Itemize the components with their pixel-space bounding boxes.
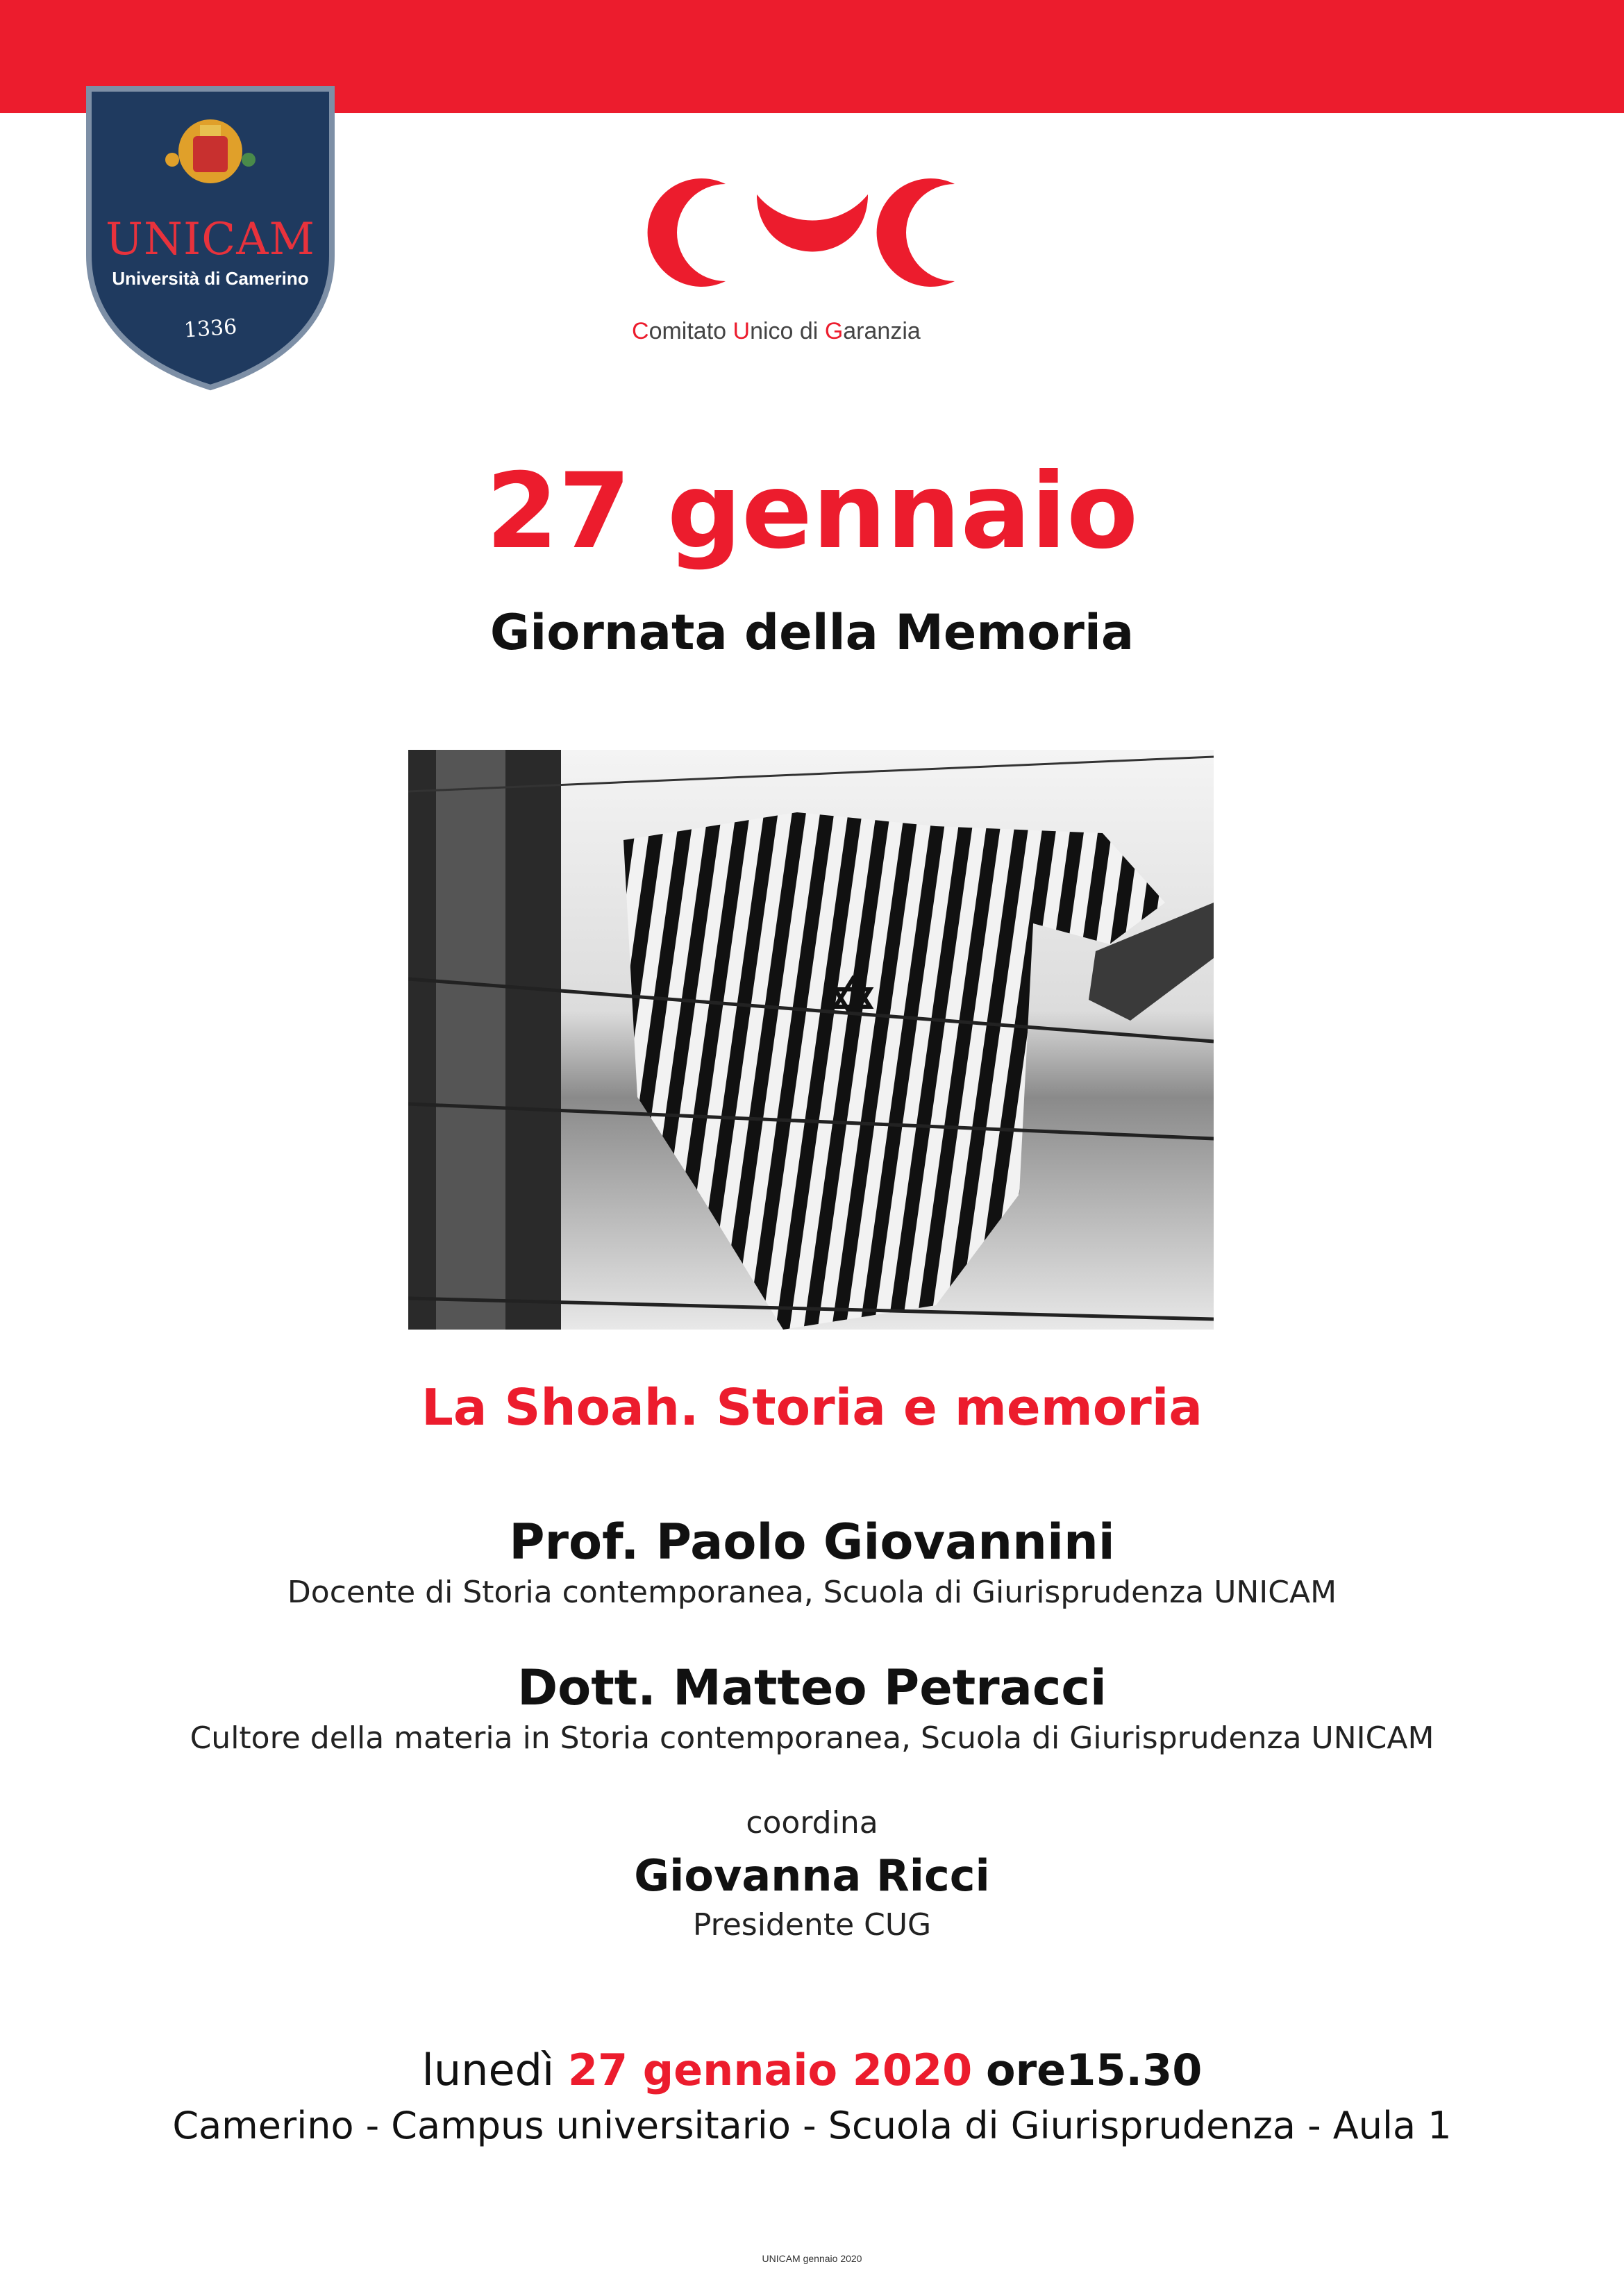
unicam-year: 1336: [183, 315, 238, 343]
event-day: lunedì: [421, 2045, 568, 2095]
event-title: La Shoah. Storia e memoria: [421, 1378, 1203, 1436]
coordinator-name: Giovanna Ricci: [634, 1850, 990, 1901]
coordinator-label: coordina: [746, 1805, 878, 1841]
headline-subtitle: Giornata della Memoria: [489, 604, 1135, 661]
event-datetime: [0, 2045, 1624, 2095]
speaker-role: Docente di Storia contemporanea, Scuola di Giurisprudenza UNICAM: [287, 1575, 1337, 1610]
memorial-photo: [408, 750, 1214, 1330]
speaker-role: Cultore della materia in Storia contemporanea, Scuola di Giurisprudenza UNICAM: [190, 1720, 1434, 1756]
headline-date: 27 gennaio: [485, 451, 1139, 572]
unicam-wordmark: UNICAM: [106, 214, 315, 265]
coordinator-role: Presidente CUG: [692, 1907, 932, 1943]
speaker-name: Prof. Paolo Giovannini: [509, 1514, 1115, 1570]
event-time: ore15.30: [986, 2045, 1203, 2095]
event-location: Camerino - Campus universitario - Scuola di Giurisprudenza - Aula 1: [172, 2104, 1452, 2147]
cug-logo: [632, 167, 993, 347]
unicam-logo: [82, 82, 339, 394]
speaker-name: Dott. Matteo Petracci: [517, 1659, 1107, 1716]
unicam-subtitle: Università di Camerino: [112, 268, 309, 289]
cug-mark-icon: [632, 167, 993, 305]
event-date: 27 gennaio 2020: [567, 2045, 973, 2095]
cug-name: Comitato Unico di Garanzia: [632, 318, 921, 344]
footer-note: UNICAM gennaio 2020: [762, 2253, 862, 2264]
